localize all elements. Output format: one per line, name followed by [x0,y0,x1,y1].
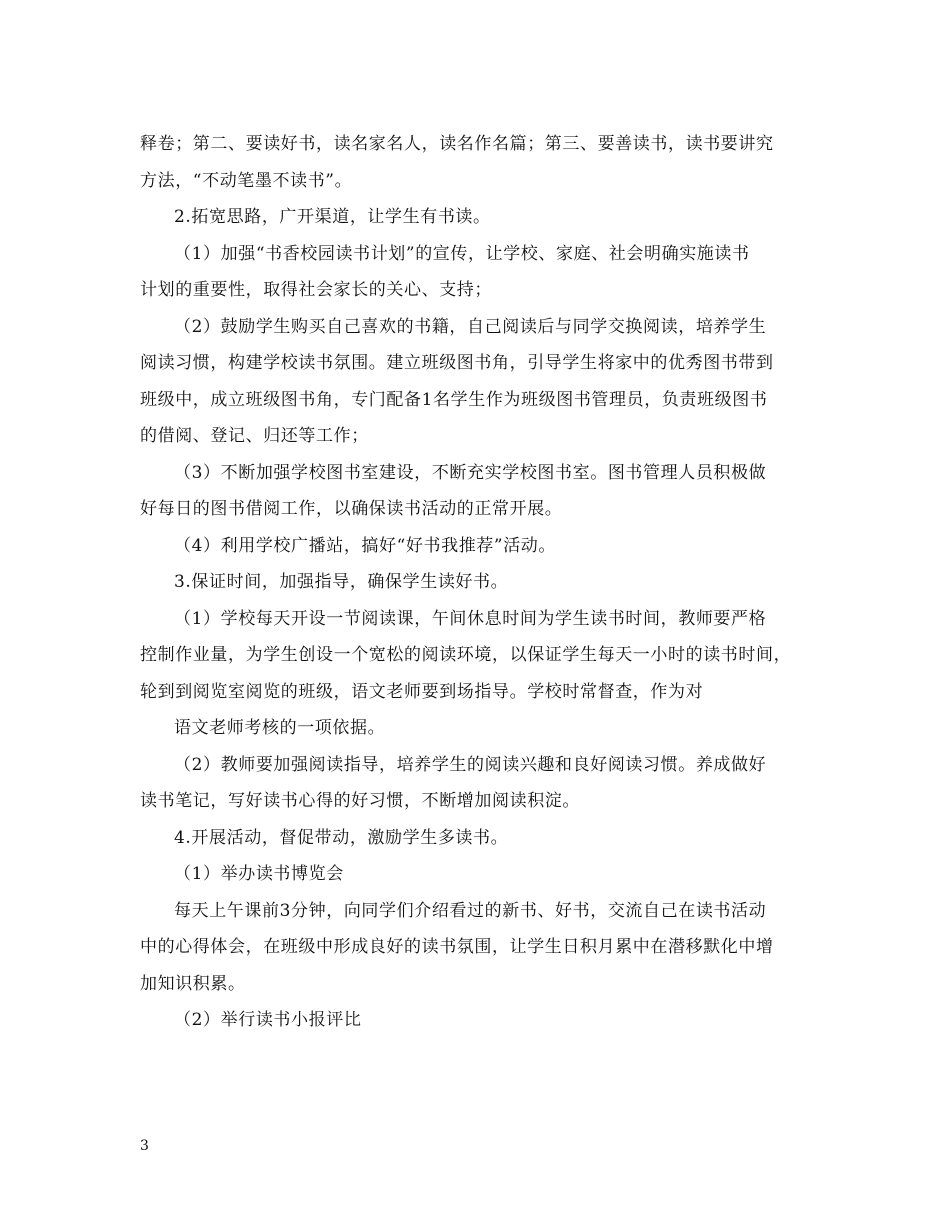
paragraph-line: （2）鼓励学生购买自己喜欢的书籍，自己阅读后与同学交换阅读，培养学生 [174,317,767,337]
paragraph-line: （1）学校每天开设一节阅读课，午间休息时间为学生读书时间，教师要严格 [174,609,767,629]
paragraph-line: 方法，“不动笔墨不读书”。 [140,171,353,191]
paragraph-line: 班级中，成立班级图书角，专门配备1名学生作为班级图书管理员，负责班级图书 [140,390,768,410]
section-heading: 3.保证时间，加强指导，确保学生读好书。 [174,572,509,592]
paragraph-line: （4）利用学校广播站，搞好“好书我推荐”活动。 [174,536,556,556]
paragraph-line: （2）教师要加强阅读指导，培养学生的阅读兴趣和良好阅读习惯。养成做好 [174,755,767,775]
paragraph-line: 读书笔记，写好读书心得的好习惯，不断增加阅读积淀。 [140,791,580,811]
paragraph-line: 轮到到阅览室阅览的班级，语文老师要到场指导。学校时常督查，作为对 [140,682,704,702]
paragraph-line: 阅读习惯，构建学校读书氛围。建立班级图书角，引导学生将家中的优秀图书带到 [140,353,774,373]
paragraph-line: （2）举行读书小报评比 [174,1010,362,1030]
paragraph-line: 控制作业量，为学生创设一个宽松的阅读环境，以保证学生每天一小时的读书时间， [140,645,792,665]
section-heading: 4.开展活动，督促带动，激励学生多读书。 [174,828,509,848]
paragraph-line: 好每日的图书借阅工作，以确保读书活动的正常开展。 [140,499,563,519]
paragraph-line: （1）举办读书博览会 [174,864,344,884]
paragraph-line: 计划的重要性，取得社会家长的关心、支持； [140,280,492,300]
paragraph-line: 语文老师考核的一项依据。 [174,718,386,738]
paragraph-line: （1）加强“书香校园读书计划”的宣传，让学校、家庭、社会明确实施读书 [174,244,750,264]
paragraph-line: 每天上午课前3分钟，向同学们介绍看过的新书、好书，交流自己在读书活动 [174,901,767,921]
page-number: 3 [140,1138,149,1154]
paragraph-line: （3）不断加强学校图书室建设，不断充实学校图书室。图书管理人员积极做 [174,463,767,483]
paragraph-line: 的借阅、登记、归还等工作； [140,426,369,446]
paragraph-line: 释卷；第二、要读好书，读名家名人，读名作名篇；第三、要善读书，读书要讲究 [140,134,774,154]
section-heading: 2.拓宽思路，广开渠道，让学生有书读。 [174,207,491,227]
paragraph-line: 中的心得体会，在班级中形成良好的读书氛围，让学生日积月累中在潜移默化中增 [140,937,774,957]
paragraph-line: 加知识积累。 [140,974,246,994]
